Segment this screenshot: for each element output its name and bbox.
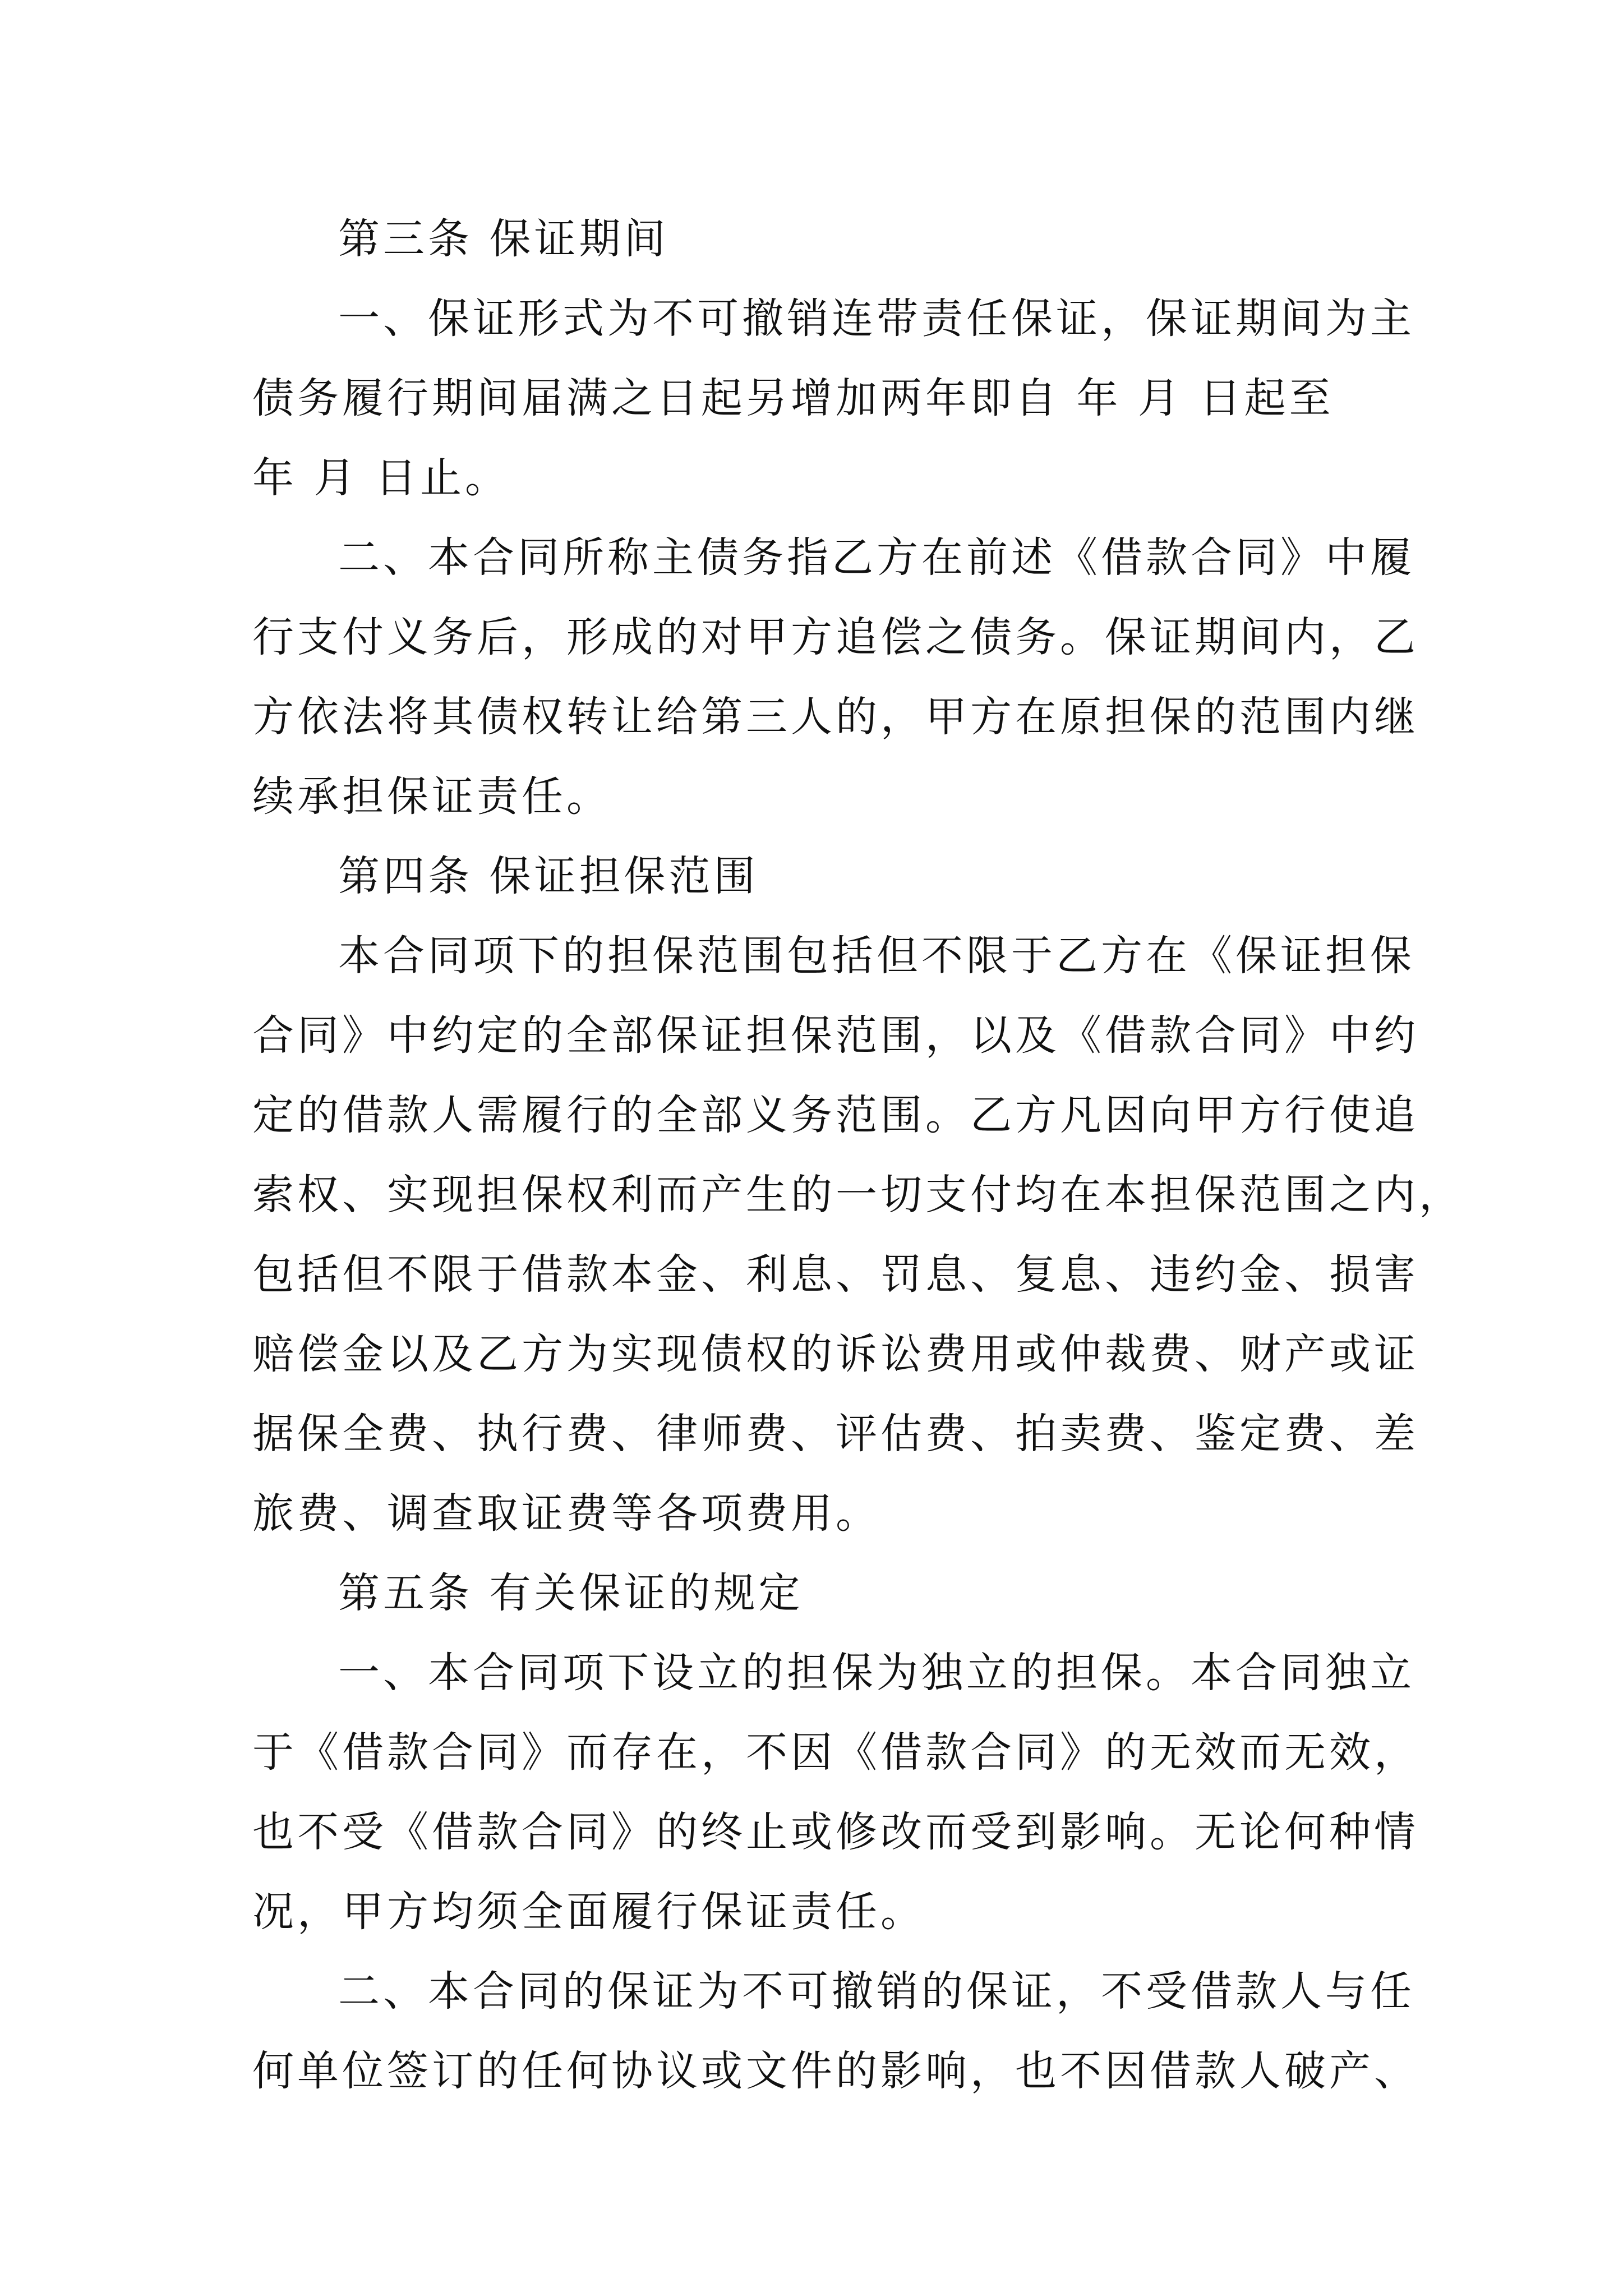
article-3-heading: 第三条 保证期间 (338, 215, 669, 263)
text-line: 二、本合同的保证为不可撤销的保证，不受借款人与任 (338, 1967, 1415, 2016)
text-line: 债务履行期间届满之日起另增加两年即自 年 月 日起至 (252, 374, 1334, 422)
text-line: 方依法将其债权转让给第三人的，甲方在原担保的范围内继 (252, 693, 1419, 741)
text-line: 一、保证形式为不可撤销连带责任保证，保证期间为主 (338, 295, 1415, 343)
text-line: 赔偿金以及乙方为实现债权的诉讼费用或仲裁费、财产或证 (252, 1330, 1419, 1378)
text-line: 旅费、调查取证费等各项费用。 (252, 1489, 880, 1538)
text-line: 年 月 日止。 (252, 454, 510, 502)
text-line: 况，甲方均须全面履行保证责任。 (252, 1888, 925, 1936)
text-line: 据保全费、执行费、律师费、评估费、拍卖费、鉴定费、差 (252, 1410, 1419, 1458)
text-line: 续承担保证责任。 (252, 772, 611, 821)
text-line: 一、本合同项下设立的担保为独立的担保。本合同独立 (338, 1649, 1415, 1697)
article-5-heading: 第五条 有关保证的规定 (338, 1569, 804, 1617)
text-line: 二、本合同所称主债务指乙方在前述《借款合同》中履 (338, 533, 1415, 582)
text-line: 索权、实现担保权利而产生的一切支付均在本担保范围之内， (252, 1171, 1464, 1219)
text-line: 于《借款合同》而存在，不因《借款合同》的无效而无效， (252, 1728, 1419, 1777)
text-line: 定的借款人需履行的全部义务范围。乙方凡因向甲方行使追 (252, 1091, 1419, 1139)
text-line: 合同》中约定的全部保证担保范围，以及《借款合同》中约 (252, 1011, 1419, 1060)
text-line: 包括但不限于借款本金、利息、罚息、复息、违约金、损害 (252, 1250, 1419, 1299)
text-line: 行支付义务后，形成的对甲方追偿之债务。保证期间内，乙 (252, 613, 1419, 661)
article-4-heading: 第四条 保证担保范围 (338, 852, 759, 900)
text-line: 也不受《借款合同》的终止或修改而受到影响。无论何种情 (252, 1808, 1419, 1856)
text-line: 何单位签订的任何协议或文件的影响，也不因借款人破产、 (252, 2047, 1419, 2095)
text-line: 本合同项下的担保范围包括但不限于乙方在《保证担保 (338, 932, 1415, 980)
